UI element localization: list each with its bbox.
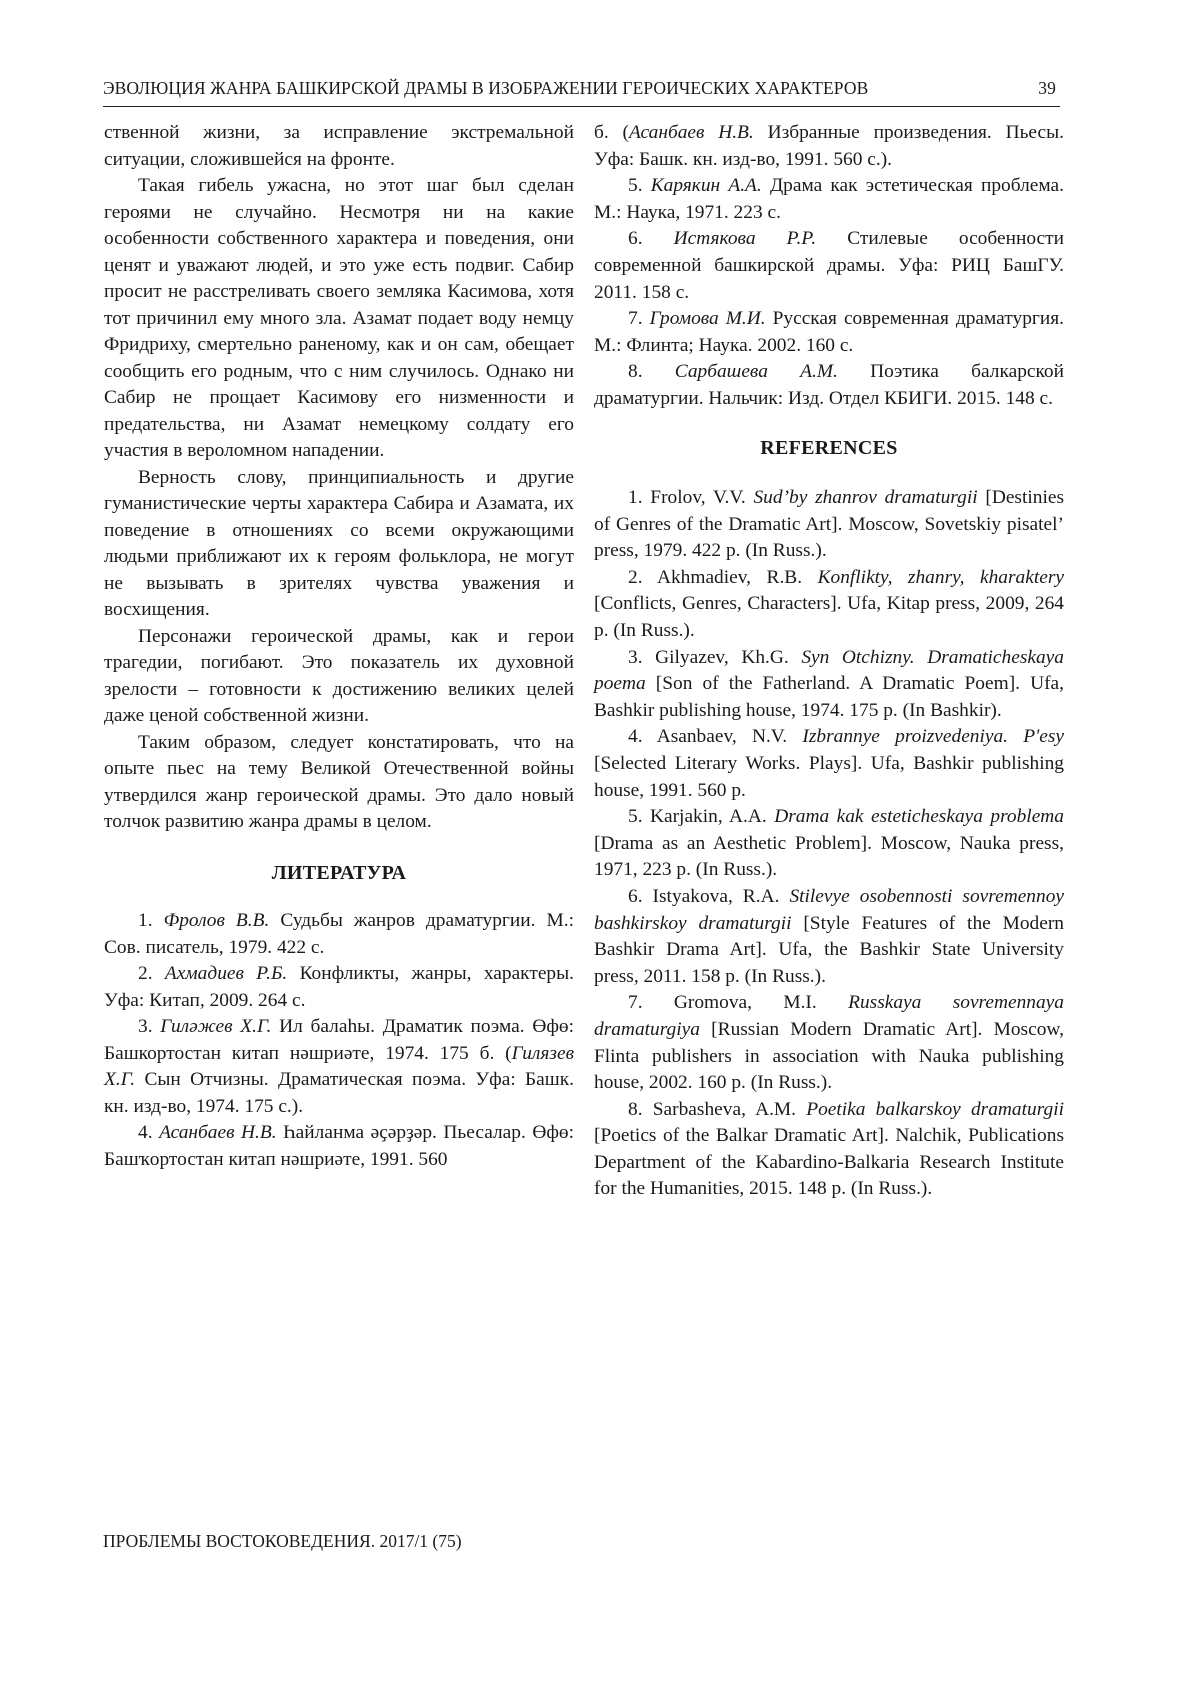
reference-item: 3. Gilyazev, Kh.G. Syn Otchizny. Dramaticheskaya poema [Son of the Fatherland. A Dramatic Poem]. Ufa, Bashkir publishing house, 1974. 175 p. (In Bashkir). <box>594 646 1064 721</box>
reference-item: 2. Akhmadiev, R.B. Konflikty, zhanry, kharaktery [Conflicts, Genres, Characters]. Ufa, Kitap press, 2009, 264 p. (In Russ.). <box>594 566 1064 641</box>
literature-item: 8. Сарбашева А.М. Поэтика балкарской драматургии. Нальчик: Изд. Отдел КБИГИ. 2015. 148 с. <box>594 361 1065 409</box>
literature-item: 2. Ахмадиев Р.Б. Конфликты, жанры, характеры. Уфа: Китап, 2009. 264 с. <box>104 963 574 1011</box>
references-heading: REFERENCES <box>760 436 898 459</box>
body-paragraph: Персонажи героической драмы, как и герои трагедии, погибают. Это показатель их духовной зрелости – готовности к достижению великих целей даже ценой собственной жизни. <box>104 625 574 726</box>
literature-item: 1. Фролов В.В. Судьбы жанров драматургии. М.: Сов. писатель, 1979. 422 с. <box>104 910 574 958</box>
page-number: 39 <box>1038 78 1056 98</box>
literature-item: 6. Истякова Р.Р. Стилевые особенности современной башкирской драмы. Уфа: РИЦ БашГУ. 2011. 158 с. <box>594 228 1064 303</box>
literature-item-continued: б. (Асанбаев Н.В. Избранные произведения. Пьесы. Уфа: Башк. кн. изд-во, 1991. 560 с.). <box>594 122 1064 170</box>
body-paragraph: Такая гибель ужасна, но этот шаг был сделан героями не случайно. Несмотря ни на какие особенности собственного характера и поведения, они ценят и уважают людей, и это уже есть подвиг. Сабир просит не расстреливать своего земляка Касимова, хотя тот причинил ему много зла. Азамат подает воду немцу Фридриху, смертельно раненому, как и он сам, обещает сообщить его родным, что с ним случилось. Однако ни Сабир не прощает Касимову его низменности и предательства, ни Азамат немецкому солдату его участия в вероломном нападении. <box>104 175 574 461</box>
body-paragraph: ственной жизни, за исправление экстремальной ситуации, сложившейся на фронте. <box>104 122 574 170</box>
reference-item: 7. Gromova, M.I. Russkaya sovremennaya dramaturgiya [Russian Modern Dramatic Art]. Moscow, Flinta publishers in association with Nauka publishing house, 2002. 160 p. (In Russ.). <box>594 992 1064 1094</box>
reference-item: 1. Frolov, V.V. Sud’by zhanrov dramaturgii [Destinies of Genres of the Dramatic Art]. Moscow, Sovetskiy pisatel’ press, 1979. 422 p. (In Russ.). <box>594 487 1064 562</box>
literature-heading: ЛИТЕРАТУРА <box>271 861 407 884</box>
literature-item: 4. Асанбаев Н.В. Һайланма әҫәрҙәр. Пьесалар. Өфө: Башҡортостан китап нәшриәте, 1991. 560 <box>104 1122 574 1170</box>
left-column <box>104 120 574 1173</box>
literature-item: 3. Гиләжев Х.Г. Ил балаһы. Драматик поэма. Өфө: Башкортостан китап нәшриәте, 1974. 175 б. (Гилязев Х.Г. Сын Отчизны. Драматическая поэма. Уфа: Башк. кн. изд-во, 1974. 175 с.). <box>104 1016 574 1117</box>
right-column <box>594 120 1064 1203</box>
running-header <box>103 76 1060 107</box>
running-title: ЭВОЛЮЦИЯ ЖАНРА БАШКИРСКОЙ ДРАМЫ В ИЗОБРАЖЕНИИ ГЕРОИЧЕСКИХ ХАРАКТЕРОВ <box>103 78 869 98</box>
reference-item: 8. Sarbasheva, A.M. Poetika balkarskoy dramaturgii [Poetics of the Balkar Dramatic Art]. Nalchik, Publications Department of the Kabardino-Balkaria Research Institute for the Humanities, 2015. 148 p. (In Russ.). <box>594 1098 1064 1200</box>
literature-item: 7. Громова М.И. Русская современная драматургия. М.: Флинта; Наука. 2002. 160 с. <box>594 308 1064 356</box>
body-paragraph: Таким образом, следует констатировать, что на опыте пьес на тему Великой Отечественной войны утвердился жанр героической драмы. Это дало новый толчок развитию жанра драмы в целом. <box>104 731 574 832</box>
literature-item: 5. Карякин А.А. Драма как эстетическая проблема. М.: Наука, 1971. 223 с. <box>594 175 1064 223</box>
reference-item: 5. Karjakin, A.A. Drama kak esteticheskaya problema [Drama as an Aesthetic Problem]. Moscow, Nauka press, 1971, 223 p. (In Russ.). <box>594 806 1065 881</box>
body-paragraph: Верность слову, принципиальность и другие гуманистические черты характера Сабира и Азамата, их поведение в отношениях со всеми окружающими людьми приближают их к героям фольклора, не могут не вызывать в зрителях чувства уважения и восхищения. <box>104 466 574 620</box>
journal-footer: ПРОБЛЕМЫ ВОСТОКОВЕДЕНИЯ. 2017/1 (75) <box>103 1531 462 1551</box>
reference-item: 6. Istyakova, R.A. Stilevye osobennosti sovremennoy bashkirskoy dramaturgii [Style Features of the Modern Bashkir Drama Art]. Ufa, the Bashkir State University press, 2011. 158 p. (In Russ.). <box>594 885 1064 987</box>
reference-item: 4. Asanbaev, N.V. Izbrannye proizvedeniya. P'esy [Selected Literary Works. Plays]. Ufa, Bashkir publishing house, 1991. 560 p. <box>594 726 1064 801</box>
